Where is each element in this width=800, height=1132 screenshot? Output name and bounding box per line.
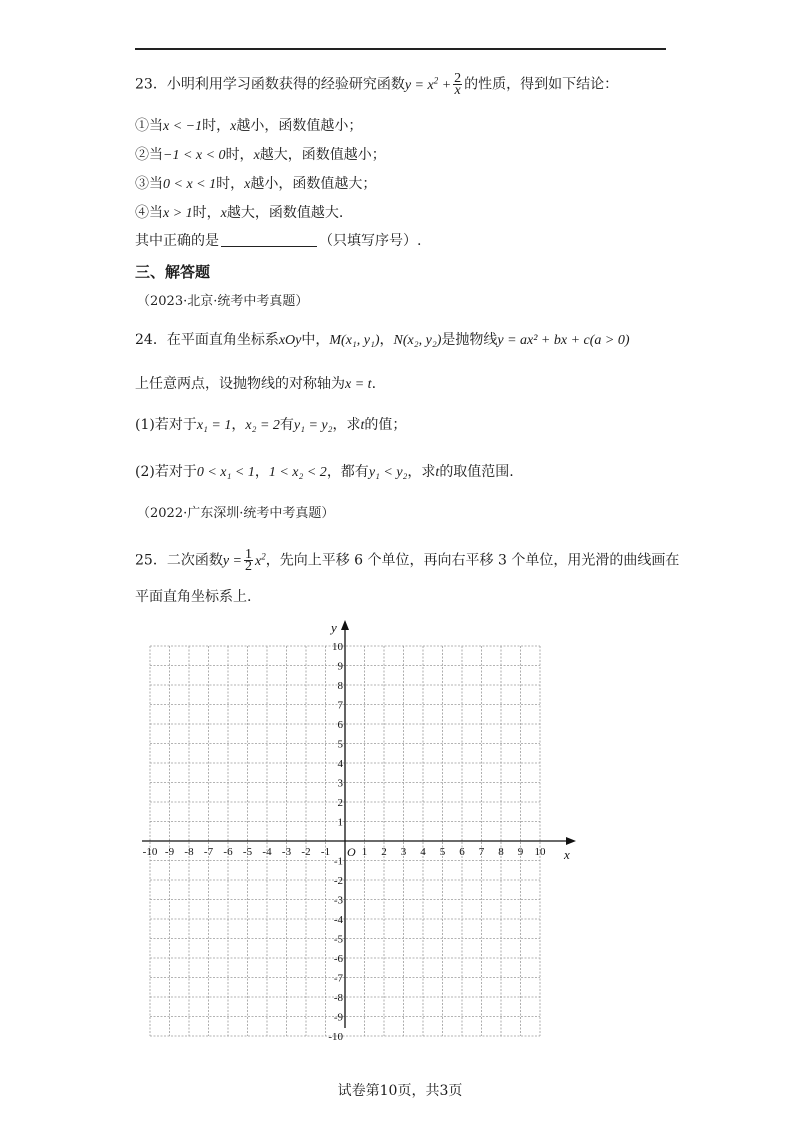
y-tick-label: 3 [337, 777, 343, 790]
x-tick-label: -2 [301, 846, 311, 858]
y-tick-label: -6 [333, 953, 343, 965]
q25-line-2: 平面直角坐标系上. [135, 589, 252, 605]
x-tick-label: -8 [184, 846, 194, 858]
y-tick-label: 6 [337, 719, 343, 731]
x-tick-label: 4 [420, 846, 426, 858]
x-tick-label: 3 [400, 846, 407, 858]
x-tick-label: 10 [534, 846, 546, 858]
answer-blank[interactable] [221, 232, 317, 247]
q23-conclusion-1: ①当x < −1时，x越小，函数值越小； [135, 118, 363, 134]
x-axis-label: x [564, 847, 570, 862]
x-tick-label: 1 [361, 846, 368, 858]
q24-line-2: 上任意两点，设抛物线的对称轴为x = t. [135, 376, 377, 392]
origin-label: O [347, 845, 356, 859]
y-tick-label: 5 [337, 738, 343, 751]
q23-conclusion-2: ②当−1 < x < 0时，x越大，函数值越小； [135, 147, 386, 163]
x-tick-label: -3 [281, 846, 292, 858]
x-tick-label: -7 [203, 846, 214, 858]
x-tick-label: 7 [478, 846, 485, 858]
q23-function: $y = x^2$ + [404, 75, 452, 93]
x-tick-label: -10 [142, 846, 158, 858]
q25-line-1: 25．二次函数y = $\frac{1}{2}$ $x^2$，先向上平移 6 个单位，再向右平移 3 个单位，用光滑的曲线画在 [135, 547, 680, 575]
q23-intro [135, 70, 619, 99]
y-tick-label: -4 [333, 914, 343, 926]
y-tick-label: -2 [333, 875, 343, 887]
q23-conclusion-4: ④当x > 1时，x越大，函数值越大. [135, 205, 344, 221]
y-tick-label: 8 [337, 680, 343, 692]
y-tick-label: 9 [337, 660, 343, 673]
q23-intro-tail: 的性质，得到如下结论： [464, 76, 619, 93]
section-heading: 三、解答题 [135, 263, 211, 281]
y-tick-label: -3 [333, 894, 343, 907]
q23-answer-line: 其中正确的是 （只填写序号）. [135, 233, 422, 249]
q23-fraction: $\frac{2}{x}$ [454, 71, 462, 99]
header-rule [135, 48, 666, 50]
x-tick-label: -6 [223, 846, 233, 858]
q24-line-1: 24．在平面直角坐标系xOy中，M(x₁, y₁)，N(x₂, y₂)是抛物线y = ax² + bx + c(a > 0) [135, 332, 630, 348]
coordinate-grid[interactable] [130, 610, 580, 1050]
x-tick-label: 9 [517, 846, 524, 858]
x-tick-label: 6 [459, 846, 465, 858]
q23-conclusion-3: ③当0 < x < 1时，x越小，函数值越大； [135, 176, 377, 192]
y-tick-label: 7 [337, 699, 343, 712]
y-axis-arrow [341, 620, 349, 630]
x-axis-arrow [566, 837, 576, 845]
y-axis-label: y [331, 620, 337, 635]
x-tick-label: -1 [320, 846, 331, 858]
x-tick-label: 8 [498, 846, 504, 858]
q25-fraction: $\frac{1}{2}$ [245, 547, 252, 575]
y-tick-label: 1 [337, 816, 343, 829]
x-tick-label: -4 [262, 846, 272, 858]
y-tick-label: -8 [333, 992, 343, 1004]
q24-part-2: (2)若对于0 < x₁ < 1，1 < x₂ < 2，都有y₁ < y₂，求t的取值范围. [135, 464, 514, 480]
page-footer: 试卷第10页，共3页 [337, 1083, 463, 1099]
y-tick-label: -10 [328, 1031, 343, 1043]
q23-intro-text: 23．小明利用学习函数获得的经验研究函数 [135, 76, 405, 93]
y-tick-label: -1 [333, 855, 343, 868]
q24-part-1: (1)若对于x₁ = 1，x₂ = 2有y₁ = y₂，求t的值； [135, 417, 407, 433]
q24-source: （2023·北京·统考中考真题） [137, 294, 309, 309]
y-tick-label: -9 [333, 1011, 343, 1024]
x-tick-label: -5 [242, 846, 253, 858]
y-tick-label: -7 [333, 972, 343, 985]
y-tick-label: -5 [333, 933, 343, 946]
x-tick-label: 5 [439, 846, 446, 858]
x-tick-label: 2 [381, 846, 387, 858]
y-tick-label: 4 [337, 758, 343, 770]
x-tick-label: -9 [164, 846, 175, 858]
q25-source: （2022·广东深圳·统考中考真题） [137, 506, 335, 521]
y-tick-label: 10 [332, 641, 343, 653]
y-tick-label: 2 [337, 797, 343, 809]
